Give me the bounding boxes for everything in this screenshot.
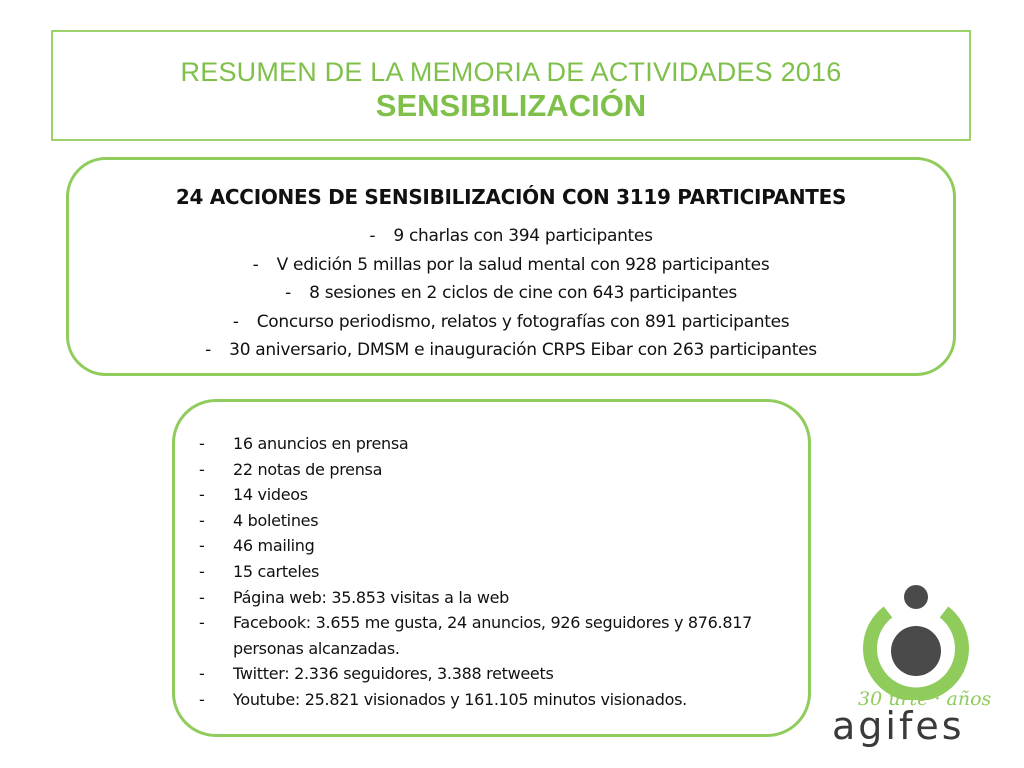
list-item	[199, 533, 759, 559]
media-list	[199, 431, 759, 713]
list-item-text: 9 charlas con 394 participantes	[393, 226, 653, 246]
logo-head	[904, 585, 928, 609]
list-item-text: 46 mailing	[233, 536, 315, 556]
list-item-text: Facebook: 3.655 me gusta, 24 anuncios, 926 seguidores y 876.817 personas alcanzadas.	[233, 613, 752, 658]
list-item-text: 16 anuncios en prensa	[233, 434, 409, 453]
list-item	[199, 687, 759, 713]
list-item-text: Youtube: 25.821 visionados y 161.105 minutos visionados.	[233, 689, 687, 709]
list-item	[199, 559, 759, 585]
list-item	[69, 308, 953, 337]
bullet-dash: -	[199, 536, 205, 556]
bullet-dash: -	[199, 689, 205, 709]
agifes-figure-icon	[828, 580, 1008, 700]
bullet-dash: -	[199, 485, 205, 505]
list-item-text: Página web: 35.853 visitas a la web	[233, 587, 510, 607]
bullet-dash: -	[199, 459, 205, 479]
list-item-text: Twitter: 2.336 seguidores, 3.388 retweets	[233, 664, 554, 684]
bullet-dash: -	[232, 311, 239, 332]
list-item-text: 22 notas de prensa	[233, 459, 383, 479]
logo-wordmark: agifes	[832, 704, 965, 748]
bullet-dash: -	[199, 613, 205, 633]
media-panel	[172, 399, 811, 737]
actions-panel	[66, 157, 956, 376]
list-item-text: 30 aniversario, DMSM e inauguración CRPS Eibar con 263 participantes	[229, 340, 817, 360]
list-item	[199, 661, 759, 687]
list-item	[199, 482, 759, 508]
bullet-dash: -	[199, 561, 205, 581]
bullet-dash: -	[369, 226, 376, 246]
list-item	[199, 610, 759, 661]
bullet-dash: -	[199, 510, 205, 530]
list-item	[199, 585, 759, 611]
list-item	[69, 336, 953, 365]
agifes-logo	[828, 580, 1008, 748]
list-item-text: 14 videos	[233, 485, 308, 505]
actions-list	[69, 222, 953, 365]
bullet-dash: -	[252, 254, 259, 275]
list-item-text: 8 sesiones en 2 ciclos de cine con 643 participantes	[309, 283, 737, 303]
title-section: SENSIBILIZACIÓN	[375, 88, 647, 123]
bullet-dash: -	[199, 664, 205, 684]
bullet-dash: -	[205, 340, 212, 360]
list-item	[69, 222, 953, 251]
actions-heading: 24 ACCIONES DE SENSIBILIZACIÓN CON 3119 PARTICIPANTES	[175, 185, 847, 209]
list-item-text: 4 boletines	[233, 510, 319, 530]
list-item-text: Concurso periodismo, relatos y fotografías con 891 participantes	[256, 311, 790, 332]
bullet-dash: -	[199, 587, 205, 607]
title-box	[51, 30, 971, 141]
title-summary: RESUMEN DE LA MEMORIA DE ACTIVIDADES 2016	[180, 57, 842, 87]
list-item	[69, 251, 953, 280]
list-item	[199, 457, 759, 483]
list-item-text: 15 carteles	[233, 561, 320, 581]
bullet-dash: -	[199, 434, 205, 453]
list-item	[69, 279, 953, 308]
list-item	[199, 431, 759, 457]
logo-tagline: 30 urte · años	[858, 688, 992, 710]
bullet-dash: -	[285, 283, 291, 303]
list-item	[199, 508, 759, 534]
list-item-text: V edición 5 millas por la salud mental con 928 participantes	[276, 254, 770, 275]
logo-body	[891, 626, 941, 676]
